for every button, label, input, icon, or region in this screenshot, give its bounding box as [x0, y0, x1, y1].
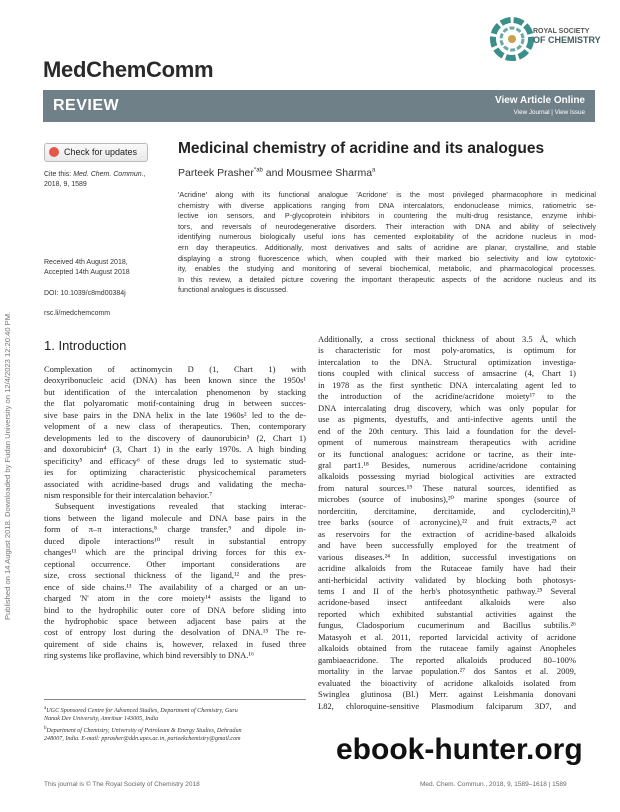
text-line: ity, enables the studying and monitoring of several biochemical, metabolic, and pharmacological processes.	[178, 264, 596, 274]
text-line: velopment of a new class of therapeutics. Then, contemporary	[44, 421, 306, 432]
abstract	[178, 190, 596, 296]
text-line: the flat polyaromatic motif-containing drug in between succes-	[44, 398, 306, 409]
text-line: use as pigments, dyestuffs, and anti-infective agents until the	[318, 414, 576, 425]
text-line: sive base pairs in the DNA helix in the late 1960s² led to the de-	[44, 409, 306, 420]
text-line: size, cross sectional thickness of the ligand,¹² and the pres-	[44, 570, 306, 581]
text-line: opment of numerous mainstream therapeutics with acridine	[318, 437, 576, 448]
overlay-watermark: ebook-hunter.org	[336, 733, 583, 766]
text-line: tree barks (source of acronycine),²² and fruit extracts,²³ act	[318, 517, 576, 528]
view-journal-link[interactable]: View Journal	[513, 109, 550, 116]
text-line: specificity⁵ and efficacy⁶ of these drugs led to systematic stud-	[44, 455, 306, 466]
text-line: lective ion sensors, and P-glycoprotein inhibitors in countering the multi-drug resistance, enzyme inhibi-	[178, 211, 596, 221]
text-line: In this review, a detailed picture covering the important therapeutic aspects of the acridone nucleus and its	[178, 274, 596, 284]
text-line: tions coupled with clinical success of amsacrine (4, Chart 1)	[318, 368, 576, 379]
text-line: Matasyoh et al. 2011, reported larvicidal activity of acridone	[318, 631, 576, 642]
text-line: ceptional occurrence. Other important considerations are	[44, 558, 306, 569]
journal-url[interactable]: rsc.li/medchemcomm	[44, 310, 111, 317]
text-line: ies for optimizing characteristic physicochemical parameters	[44, 467, 306, 478]
text-line: nism responsible for their intercalation behavior.⁷	[44, 489, 213, 500]
section-banner	[43, 90, 595, 122]
text-line: evaluated the bioactivity of acridone alkaloids isolated from	[318, 677, 576, 688]
text-line: but identification of the intercalation phenomenon by stacking	[44, 386, 306, 397]
text-line: ence of side chains.¹³ The availability of a charged or an un-	[44, 581, 306, 592]
text-line: 'Acridine' along with its functional analogue 'Acridone' is the most privileged pharmacophore in medicinal	[178, 190, 596, 199]
text-line: and have been successfully employed for the treatment of	[318, 540, 576, 551]
doi[interactable]: DOI: 10.1039/c8md00384j	[44, 290, 126, 297]
text-line: from natural sources.¹⁹ These natural sources, identified as	[318, 482, 576, 493]
text-line: alkaloids obtained from the rutaceae family against Anopheles	[318, 643, 576, 654]
text-line: associated with acridine-based drugs and validating the mecha-	[44, 478, 306, 489]
footnote-b: $^b$Department of Chemistry, University of Petroleum & Energy Studies, Dehradun 248007, India. E-mail: pprasher@ddn.upes.ac.in, parteekchemistry@gmail.com	[44, 725, 242, 743]
text-line: ern day therapeutics. Additionally, most derivatives and salts of acridine are planar, crystalline, and stable	[178, 242, 596, 252]
authors: Parteek Prasher$^{*ab}$ and Mousmee Sharma$^a$	[178, 167, 376, 179]
text-line: the introduction of the acridine/acridone moiety¹⁷ to the	[318, 391, 576, 402]
text-line: developments led to the discovery of daunorubicin³ (2, Chart 1)	[44, 432, 306, 443]
text-line: tions between the ligand molecule and DNA base pairs in the	[44, 512, 306, 523]
text-line: as reservoirs for the extraction of acridine-based alkaloids	[318, 528, 576, 539]
view-article-online-link[interactable]: View Article Online	[494, 95, 585, 106]
text-line: changes¹¹ which are the principal driving forces for this ex-	[44, 547, 306, 558]
text-line: acridine alkaloids from the Rutaceae family have had their	[318, 563, 576, 574]
text-line: fungus, Cladosporium cucumerinum and Bacillus subtilis.²⁶	[318, 620, 576, 631]
body-column-right	[318, 334, 576, 712]
text-line: duced dipole interactions¹⁰ result in substantial entropy	[44, 535, 306, 546]
text-line: charged 'N' atom in the core moiety¹⁴ assists the ligand to	[44, 593, 306, 604]
text-line: and doxorubicin⁴ (3, Chart 1) in the early 1970s. A high binding	[44, 444, 306, 455]
text-line: mortality in the larvae population.²⁷ dos Santos et al. 2009,	[318, 666, 576, 677]
side-watermark: Published on 14 August 2018. Downloaded by Fudan University on 12/4/2023 12:20:40 PM.	[3, 311, 12, 620]
text-line: the hydrophobic space between adjacent base pairs at the	[44, 615, 306, 626]
text-line: chemistry with diverse applications ranging from DNA intercalators, endonuclease mimics, ratiometric se-	[178, 200, 596, 210]
section-heading: 1. Introduction	[44, 338, 127, 353]
text-line: or its functional analogues: acridone or tacrine, as their inte-	[318, 448, 576, 459]
text-line: quirement of side chains is, however, relaxed in fused three	[44, 638, 306, 649]
text-line: functional analogues is discussed.	[178, 285, 289, 295]
text-line: gral part1.¹⁸ Besides, numerous acridine/acridone containing	[318, 459, 576, 470]
text-line: tems I and II of the herb's photosynthetic pathway.²⁵ Several	[318, 585, 576, 596]
text-line: Additionally, a cross sectional thickness of about 3.5 Å, which	[318, 334, 576, 344]
citation: Cite this: Med. Chem. Commun., 2018, 9, 1589	[44, 171, 146, 188]
text-line: end of the 20th century. This laid a foundation for the devel-	[318, 425, 576, 436]
journal-name: MedChemComm	[43, 57, 214, 82]
text-line: identifying numerous biologically useful ions has cemented exploitability of the acridone nucleus in mod-	[178, 232, 596, 242]
text-line: various diseases.²⁴ In addition, successful investigations on	[318, 551, 576, 562]
text-line: anti-herbicidal activity validated by blocking both photosys-	[318, 574, 576, 585]
text-line: L82, chloroquine-sensitive Plasmodium falciparum 3D7, and	[318, 700, 576, 711]
text-line: form of π–π interactions,⁸ charge transfer,⁹ and dipole in-	[44, 524, 306, 535]
author-name: Mousmee Sharma	[286, 167, 373, 179]
text-line: displaying a strong fluorescence which, when coupled with their marked bio selectivity and low cytotoxic-	[178, 253, 596, 263]
footer-page-info: Med. Chem. Commun., 2018, 9, 1589–1618 | 1589	[420, 781, 567, 788]
text-line: microbes (source of inubosins),²⁰ marine sponges (source of	[318, 494, 576, 505]
text-line: deoxyribonucleic acid (DNA) has been known since the 1950s¹	[44, 375, 306, 386]
text-line: bind to the hydrophilic outer core of DNA before sliding into	[44, 604, 306, 615]
text-line: ring systems like proflavine, which bind reversibly to DNA.¹⁶	[44, 650, 254, 661]
author-name: Parteek Prasher	[178, 167, 254, 179]
text-line: alkaloids possessing myriad biological activities are extracted	[318, 471, 576, 482]
text-line: DNA intercalating drug discovery, which was only popular for	[318, 402, 576, 413]
check-for-updates-button[interactable]: Check for updates	[44, 143, 148, 162]
text-line: Swinglea glutinosa (Bl.) Merr. against Leishmania donovani	[318, 689, 576, 700]
text-line: gambiaeacridone. The reported alkaloids produced 80–100%	[318, 654, 576, 665]
view-issue-link[interactable]: View Issue	[554, 109, 585, 116]
text-line: acridone-based insect antifeedant alkaloids were also	[318, 597, 576, 608]
text-line: cost of entropy lost during the desolvation of DNA.¹⁵ The re-	[44, 627, 306, 638]
text-line: reported which exhibited substantial activities against the	[318, 608, 576, 619]
text-line: nordercitin, dercitamine, dercitamide, and cyclodercitin),²¹	[318, 505, 576, 516]
text-line: is characteristic for most poly-aromatics, is optimum for	[318, 345, 576, 356]
section-label: REVIEW	[53, 97, 120, 114]
text-line: intercalation to the DNA. Structural optimization investiga-	[318, 356, 576, 367]
received-dates: Received 4th August 2018, Accepted 14th August 2018	[44, 259, 130, 276]
footer-copyright: This journal is © The Royal Society of Chemistry 2018	[44, 781, 200, 788]
view-links: View Journal | View Issue	[513, 109, 585, 116]
crossmark-icon	[49, 147, 59, 157]
article-title: Medicinal chemistry of acridine and its analogues	[178, 140, 545, 157]
footnote-a: $^a$UGC Sponsored Centre for Advanced Studies, Department of Chemistry, Guru Nanak Dev University, Amritsar 143005, India	[44, 705, 238, 723]
footnote-divider	[44, 699, 306, 700]
text-line: tors, and reversals of neurodegenerative disorders. Their interaction with DNA and ability of selectively	[178, 221, 596, 231]
body-column-left	[44, 364, 306, 662]
text-line: Complexation of actinomycin D (1, Chart 1) with	[44, 364, 306, 374]
text-line: in 1978 as the first synthetic DNA intercalating agent led to	[318, 379, 576, 390]
publisher-logo-text: ROYAL SOCIETY OF CHEMISTRY	[533, 28, 601, 45]
text-line: Subsequent investigations revealed that stacking interac-	[55, 501, 306, 512]
